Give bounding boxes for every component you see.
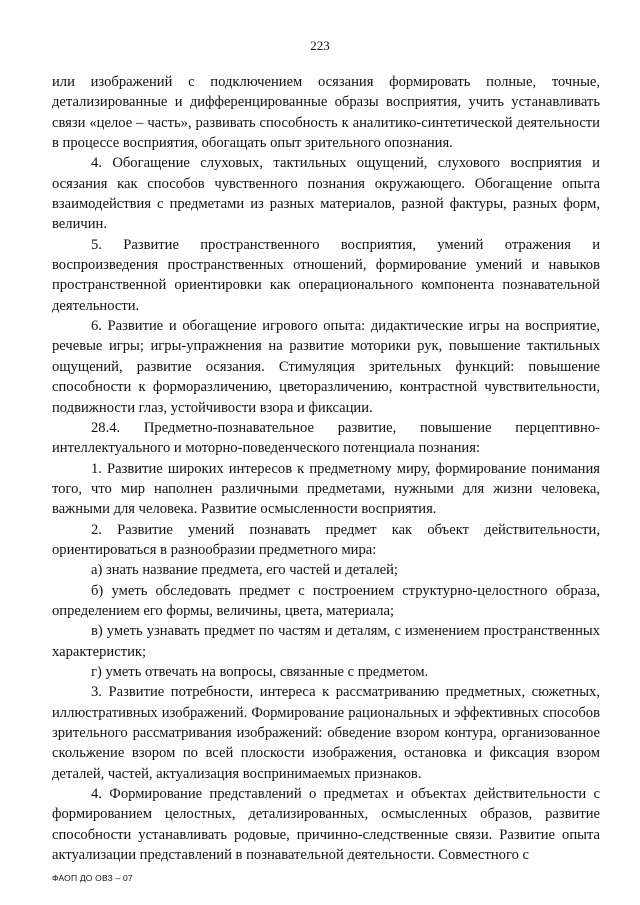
paragraph: 1. Развитие широких интересов к предметному миру, формирование понимания того, что мир наполнен различными предметами, нужными для жизни человека, важными для человека. Развитие осмысленности восприятия. bbox=[52, 460, 600, 518]
paragraph: 28.4. Предметно-познавательное развитие, повышение перцептивно-интеллектуального и моторно-поведенческого потенциала познания: bbox=[52, 419, 600, 457]
paragraph: 4. Обогащение слуховых, тактильных ощущений, слухового восприятия и осязания как способов чувственного познания окружающего. Обогащение опыта взаимодействия с предметами из разных материалов, разной фактуры, разных форм, величин. bbox=[52, 155, 600, 233]
paragraph: 2. Развитие умений познавать предмет как объект действительности, ориентироваться в разнообразии предметного мира: bbox=[52, 521, 600, 558]
paragraph: г) уметь отвечать на вопросы, связанные с предметом. bbox=[91, 663, 429, 680]
paragraph: 6. Развитие и обогащение игрового опыта: дидактические игры на восприятие, речевые игры; игры-упражнения на развитие моторики рук, повышение тактильных ощущений, развитие осязания. Стимуляция зрительных функций: повышение способности к форморазличению, цветоразличению, контрастной чувствительности, подвижности глаз, устойчивости взора и фиксации. bbox=[52, 318, 600, 416]
paragraph: б) уметь обследовать предмет с построением структурно-целостного образа, определением его формы, величины, цвета, материала; bbox=[52, 582, 600, 619]
paragraph: 4. Формирование представлений о предметах и объектах действительности с формированием целостных, детализированных, осмысленных образов, развитие способности устанавливать родовые, причинно-следственные связи. Развитие опыта актуализации представлений в познавательной деятельности. Совместного с bbox=[52, 786, 600, 864]
paragraph: 3. Развитие потребности, интереса к рассматриванию предметных, сюжетных, иллюстративных изображений. Формирование рациональных и эффективных способов зрительного рассматривания изображений: обведение взором контура, организованное скольжение взором по всей плоскости изображения, остановка и фиксация взором деталей, частей, актуализация воспринимаемых признаков. bbox=[52, 684, 600, 782]
document-footer: ФАОП ДО ОВЗ – 07 bbox=[52, 873, 133, 883]
document-body bbox=[52, 72, 600, 865]
paragraph: а) знать название предмета, его частей и деталей; bbox=[91, 562, 398, 579]
paragraph: 5. Развитие пространственного восприятия, умений отражения и воспроизведения пространственных отношений, формирование умений и навыков пространственной ориентировки как операционального компонента познавательной деятельности. bbox=[52, 236, 600, 314]
paragraph: в) уметь узнавать предмет по частям и деталям, с изменением пространственных характеристик; bbox=[52, 623, 600, 660]
paragraph: или изображений с подключением осязания формировать полные, точные, детализированные и дифференцированные образы восприятия, учить устанавливать связи «целое – часть», развивать способность к аналитико-синтетической деятельности в процессе восприятия, обогащать опыт зрительного опознания. bbox=[52, 74, 600, 152]
page-number: 223 bbox=[310, 38, 330, 53]
